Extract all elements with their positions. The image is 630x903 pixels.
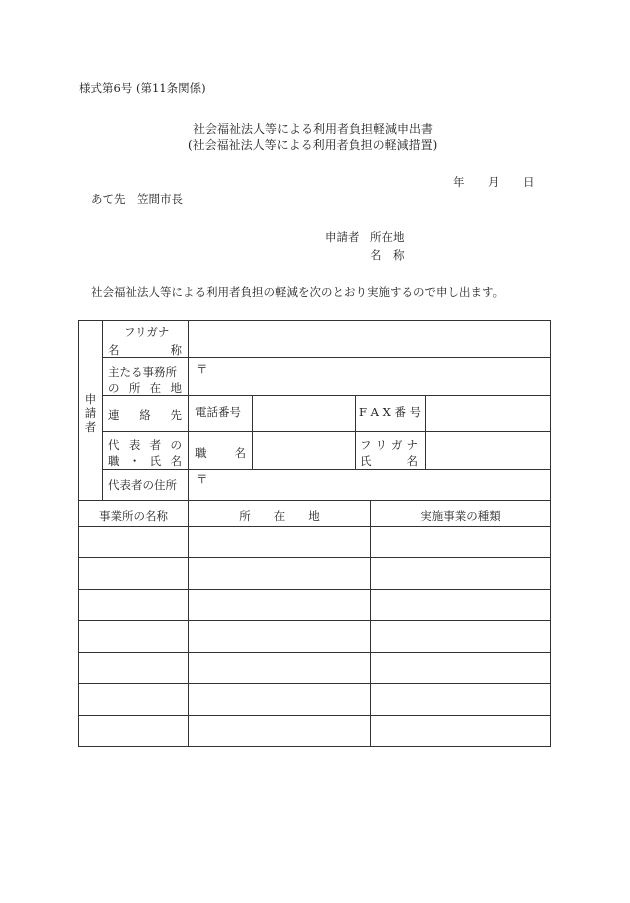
location-cell[interactable] bbox=[189, 527, 370, 557]
office-name-cell[interactable] bbox=[79, 590, 188, 620]
fax-label: F A X 番 号 bbox=[359, 405, 422, 419]
service-type-cell[interactable] bbox=[371, 621, 550, 652]
phone-input[interactable] bbox=[253, 396, 355, 431]
location-cell[interactable] bbox=[189, 684, 370, 715]
position-label: 職 名 bbox=[195, 446, 246, 460]
representative-address-label: 代表者の住所 bbox=[108, 478, 177, 492]
applicant-vertical-label: 申 請 者 bbox=[84, 392, 97, 434]
main-office-label-line1: 主たる事務所 bbox=[108, 365, 177, 379]
location-cell[interactable] bbox=[189, 653, 370, 683]
office-name-cell[interactable] bbox=[79, 716, 188, 746]
applicant-name-label: 名 称 bbox=[370, 248, 405, 262]
name-label: 名 称 bbox=[108, 343, 182, 357]
rep-furigana-label: フ リ ガ ナ bbox=[360, 438, 418, 452]
form-subtitle: (社会福祉法人等による利用者負担の軽減措置) bbox=[188, 138, 438, 152]
postal-mark: 〒 bbox=[196, 362, 208, 376]
location-cell[interactable] bbox=[189, 716, 370, 746]
form-title: 社会福祉法人等による利用者負担軽減申出書 bbox=[193, 122, 434, 136]
office-name-cell[interactable] bbox=[79, 527, 188, 557]
statement-text: 社会福祉法人等による利用者負担の軽減を次のとおり実施するので申し出ます。 bbox=[91, 285, 505, 299]
location-cell[interactable] bbox=[189, 621, 370, 652]
furigana-label: フリガナ bbox=[124, 325, 170, 339]
addressee: あて先 笠間市長 bbox=[91, 192, 183, 206]
representative-name-input[interactable] bbox=[426, 432, 550, 469]
applicant-label: 申請者 bbox=[325, 230, 360, 244]
main-office-address-input[interactable] bbox=[189, 358, 550, 395]
office-name-cell[interactable] bbox=[79, 653, 188, 683]
location-cell[interactable] bbox=[189, 558, 370, 589]
representative-label-line1: 代 表 者 の bbox=[108, 438, 182, 452]
service-type-cell[interactable] bbox=[371, 716, 550, 746]
position-input[interactable] bbox=[253, 432, 355, 469]
phone-label: 電話番号 bbox=[195, 405, 241, 419]
rep-name-label: 氏 名 bbox=[360, 454, 418, 468]
service-type-cell[interactable] bbox=[371, 653, 550, 683]
office-name-cell[interactable] bbox=[79, 621, 188, 652]
col-header-location: 所 在 地 bbox=[239, 509, 320, 523]
service-type-cell[interactable] bbox=[371, 527, 550, 557]
service-type-cell[interactable] bbox=[371, 558, 550, 589]
col-header-office-name: 事業所の名称 bbox=[99, 509, 168, 523]
date-year-label: 年 bbox=[453, 175, 465, 189]
representative-address-input[interactable] bbox=[189, 470, 550, 500]
representative-label-line2: 職 ・ 氏 名 bbox=[108, 454, 182, 468]
fax-input[interactable] bbox=[426, 396, 550, 431]
contact-label: 連 絡 先 bbox=[108, 408, 182, 422]
location-cell[interactable] bbox=[189, 590, 370, 620]
col-header-service-type: 実施事業の種類 bbox=[420, 509, 501, 523]
postal-mark-2: 〒 bbox=[196, 472, 208, 486]
name-input[interactable] bbox=[189, 321, 550, 357]
form-number: 様式第6号 (第11条関係) bbox=[79, 81, 206, 95]
service-type-cell[interactable] bbox=[371, 590, 550, 620]
date-day-label: 日 bbox=[523, 175, 535, 189]
date-month-label: 月 bbox=[488, 175, 500, 189]
office-name-cell[interactable] bbox=[79, 558, 188, 589]
service-type-cell[interactable] bbox=[371, 684, 550, 715]
applicant-address-label: 所在地 bbox=[370, 230, 405, 244]
office-name-cell[interactable] bbox=[79, 684, 188, 715]
main-office-label-line2: の 所 在 地 bbox=[108, 381, 182, 395]
